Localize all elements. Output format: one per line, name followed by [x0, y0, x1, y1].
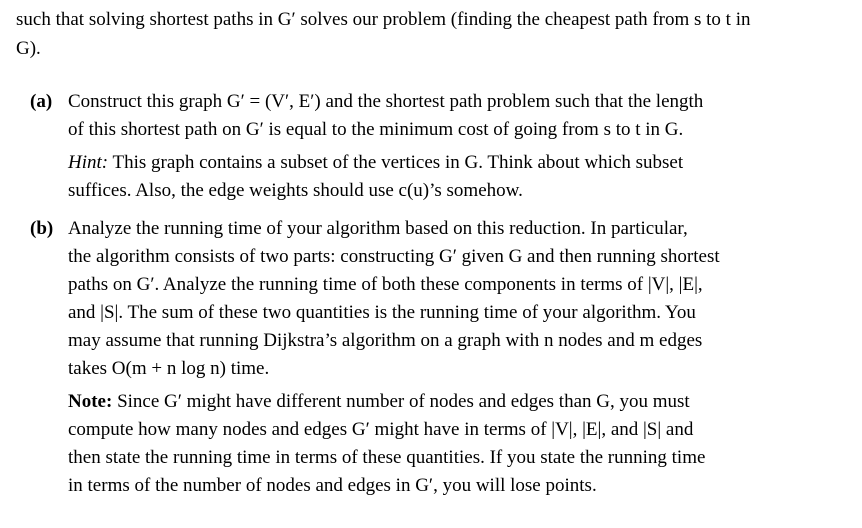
note-text-1: Since G′ might have different number of nodes and edges than G, you must: [117, 391, 690, 412]
part-b-note-line-3: then state the running time in terms of these quantities. If you state the running time: [68, 447, 706, 468]
part-a-line-2: of this shortest path on G′ is equal to the minimum cost of going from s to t in G.: [68, 119, 684, 140]
hint-label: Hint:: [68, 152, 109, 173]
part-a-label: (a): [30, 91, 53, 112]
part-b-note-line-2: compute how many nodes and edges G′ might have in terms of |V|, |E|, and |S| and: [68, 419, 694, 440]
part-b-line-2: the algorithm consists of two parts: constructing G′ given G and then running shortest: [68, 246, 720, 267]
part-a-hint-line-1: [68, 151, 794, 175]
intro-line-1: such that solving shortest paths in G′ solves our problem (finding the cheapest path from s to t in: [16, 9, 751, 30]
part-a-line-1: Construct this graph G′ = (V′, E′) and the shortest path problem such that the length: [68, 91, 704, 112]
intro-line-2: G).: [16, 38, 41, 59]
hint-text-1: This graph contains a subset of the vertices in G. Think about which subset: [112, 152, 684, 173]
part-b-note-line-1: [68, 390, 794, 414]
part-a-hint-line-2: suffices. Also, the edge weights should use c(u)’s somehow.: [68, 180, 523, 201]
part-b-line-6: takes O(m + n log n) time.: [68, 358, 270, 379]
part-b-label: (b): [30, 218, 54, 239]
part-b-line-3: paths on G′. Analyze the running time of both these components in terms of |V|, |E|,: [68, 274, 703, 295]
part-b-line-1: Analyze the running time of your algorithm based on this reduction. In particular,: [68, 218, 688, 239]
part-b-line-4: and |S|. The sum of these two quantities is the running time of your algorithm. You: [68, 302, 696, 323]
part-b-line-5: may assume that running Dijkstra’s algorithm on a graph with n nodes and m edges: [68, 330, 703, 351]
part-b-note-line-4: in terms of the number of nodes and edges in G′, you will lose points.: [68, 475, 597, 496]
note-label: Note:: [68, 391, 113, 412]
